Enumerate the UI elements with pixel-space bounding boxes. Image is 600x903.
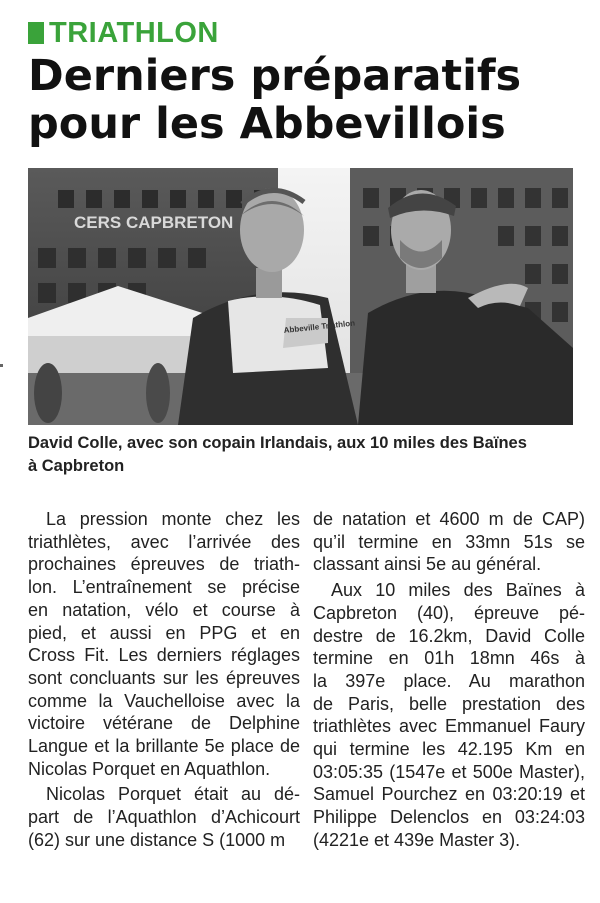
text-line: Cross Fit. Les derniers réglages (28, 645, 300, 666)
text-line: 03:05:35 (1547e et 500e Master), (313, 761, 585, 782)
headline-line-2: pour les Abbevillois (28, 99, 506, 149)
text-line: triathlètes avec Emmanuel Faury (313, 716, 585, 737)
paragraph-3 (313, 579, 585, 851)
text-line: destre de 16.2km, David Colle (313, 625, 585, 646)
photo-caption (28, 432, 578, 478)
text-line: sont concluants sur les épreuves (28, 667, 300, 688)
text-line: Capbreton (40), épreuve pé- (313, 602, 585, 623)
article-column-right (313, 508, 585, 852)
rubric-label: TRIATHLON (49, 16, 219, 49)
building-sign-text: CERS CAPBRETON (74, 213, 234, 232)
text-line: qu’il termine en 33mn 51s se (313, 531, 585, 552)
text-line: part de l’Aquathlon d’Achicourt (28, 807, 300, 828)
text-line: Samuel Pourchez en 03:20:19 et (313, 784, 585, 805)
text-line: comme la Vauchelloise avec la (28, 690, 300, 711)
article-photo (28, 168, 573, 425)
text-line: Aux 10 miles des Baïnes à (331, 580, 585, 601)
paragraph-2-continued (313, 508, 585, 576)
article-headline (28, 52, 588, 148)
text-line: qui termine les 42.195 Km en (313, 739, 585, 760)
text-line: triathlètes, avec l’arrivée des (28, 531, 300, 552)
caption-line-2: à Capbreton (28, 457, 125, 475)
text-line: classant ainsi 5e au général. (313, 554, 542, 575)
text-line: Langue et la brillante 5e place de (28, 736, 300, 757)
text-line: (62) sur une distance S (1000 m (28, 829, 286, 850)
text-line: La pression monte chez les (46, 509, 300, 529)
text-line: victoire vétérane de Delphine (28, 713, 300, 734)
page-edge-mark (0, 364, 3, 367)
caption-line-1: David Colle, avec son copain Irlandais, aux 10 miles des Baïnes (28, 434, 527, 452)
paragraph-2 (28, 783, 300, 851)
paragraph-1 (28, 508, 300, 780)
text-line: pied, et aussi en PPG et en (28, 622, 300, 643)
text-line: Nicolas Porquet en Aquathlon. (28, 758, 271, 779)
text-line: Nicolas Porquet était au dé- (46, 784, 300, 805)
photo-illustration (28, 168, 573, 425)
text-line: de natation et 4600 m de CAP) (313, 509, 585, 529)
text-line: Philippe Delenclos en 03:24:03 (313, 807, 585, 828)
text-line: la 397e place. Au marathon (313, 670, 585, 691)
section-rubric (28, 18, 219, 48)
text-line: de Paris, belle prestation des (313, 693, 585, 714)
text-line: termine en 01h 18mn 46s à (313, 648, 585, 669)
text-line: lon. L’entraînement se précise (28, 577, 300, 598)
jersey-text: Abbeville Triathlon (283, 318, 356, 335)
text-line: (4221e et 439e Master 3). (313, 829, 521, 850)
headline-line-1: Derniers préparatifs (28, 51, 522, 101)
rubric-green-square (28, 22, 44, 44)
article-column-left (28, 508, 300, 852)
text-line: en natation, vélo et course à (28, 599, 300, 620)
text-line: prochaines épreuves de triath- (28, 554, 300, 575)
